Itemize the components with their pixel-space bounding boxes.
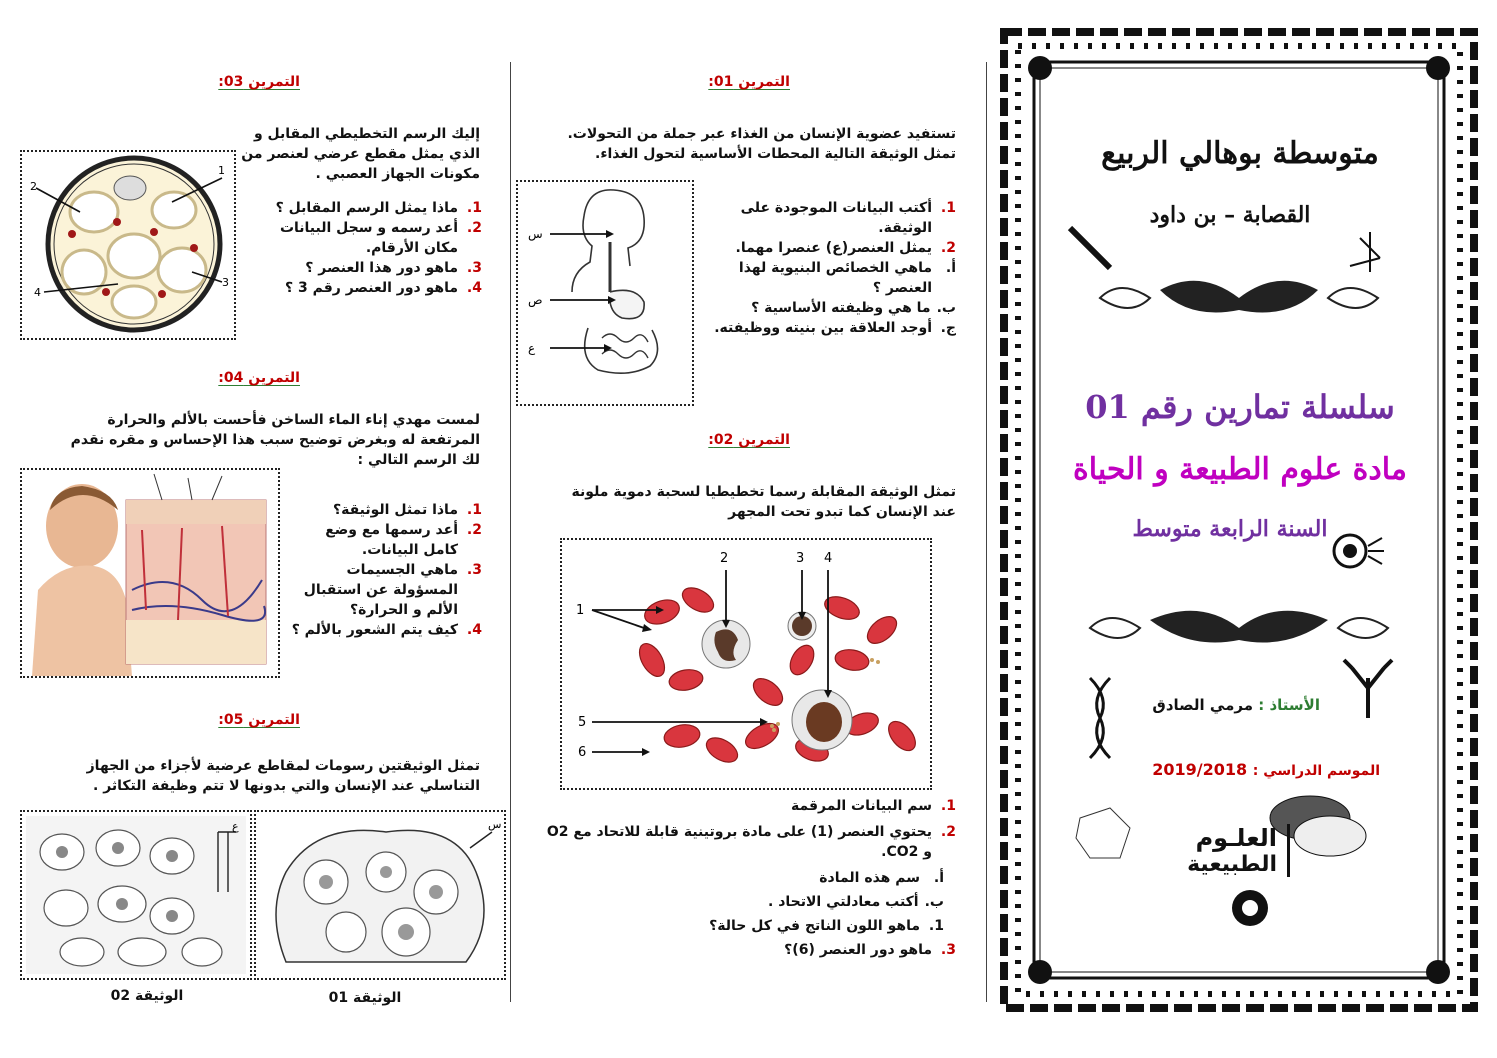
exercise-02-intro: تمثل الوثيقة المقابلة رسما تخطيطيا لسحبة دموية ملونة عند الإنسان كما تبدو تحت المجهر xyxy=(571,484,956,520)
exercise-02-sub-b: ب. أكتب معادلتي الاتحاد . xyxy=(768,894,944,910)
nerve-cross-section-figure xyxy=(20,150,236,340)
exercise-01-sub-b: ب. ما هي وظيفته الأساسية ؟ xyxy=(751,300,956,316)
exercise-03-q1: 1. ماذا يمثل الرسم المقابل ؟ xyxy=(275,200,482,216)
logo-line-1: العلـوم xyxy=(1195,824,1277,852)
exercise-03-q4: 4. ماهو دور العنصر رقم 3 ؟ xyxy=(285,280,482,296)
exercise-01-questions xyxy=(700,198,956,338)
school-location: القصابة – بن داود xyxy=(1149,202,1311,228)
teacher-label: الأستاذ : xyxy=(1258,696,1320,714)
document-01-figure xyxy=(254,810,506,980)
fig1-label-sin: س xyxy=(528,227,543,241)
cover-panel xyxy=(1000,28,1478,1012)
exercise-02-q3: 3. ماهو دور العنصر (6)؟ xyxy=(784,942,956,958)
subject-title: مادة علوم الطبيعة و الحياة xyxy=(1073,452,1407,487)
skin-section-figure xyxy=(20,468,280,678)
exercise-04-q3: 3. ماهي الجسيمات المسؤولة عن استقبال الألم و الحرارة؟ xyxy=(303,562,482,618)
season-label: الموسم الدراسي : xyxy=(1252,763,1380,779)
natural-sciences-logo xyxy=(1150,824,1290,877)
cell-icon xyxy=(1330,526,1390,576)
exercise-02-sub-a: أ. سم هذه المادة xyxy=(819,870,944,886)
fig5-label-sin: س xyxy=(488,818,502,831)
series-title: سلسلة تمارين رقم 01 xyxy=(1085,388,1395,426)
fig2-label-5: 5 xyxy=(578,715,587,730)
document-02-figure xyxy=(20,810,252,980)
exercise-03-intro: إليك الرسم التخطيطي المقابل و الذي يمثل مقطع عرضي لعنصر من مكونات الجهاز العصبي . xyxy=(241,126,480,182)
exercise-04-questions xyxy=(286,500,482,640)
fig5-label-ain: ع xyxy=(232,820,239,833)
exercise-04-intro: لمست مهدي إناء الماء الساخن فأحست بالألم والحرارة المرتفعة له وبغرض توضيح سبب هذا الإحساس و مقره نقدم لك الرسم التالي : xyxy=(70,412,480,468)
exercise-01-intro: تستفيد عضوية الإنسان من الغذاء عبر جملة من التحولات. تمثل الوثيقة التالية المحطات الأساسية لتحول الغذاء. xyxy=(567,126,956,162)
exercise-03-questions xyxy=(246,198,482,298)
exercise-01-sub-c: ج. أوجد العلاقة بين بنيته ووظيفته. xyxy=(714,320,956,336)
exercise-01-q2: 2. يمثل العنصر(ع) عنصرا مهما. xyxy=(735,240,956,256)
teacher-name: مرمي الصادق xyxy=(1152,696,1254,714)
exercise-01-sub-a: أ. ماهي الخصائص البنيوية لهذا العنصر ؟ xyxy=(738,260,956,296)
level-title: السنة الرابعة متوسط xyxy=(1132,516,1328,542)
column-divider-left xyxy=(510,62,511,1002)
school-name: متوسطة بوهالي الربيع xyxy=(1101,136,1379,171)
exercise-04-q2: 2. أعد رسمها مع وضع كامل البيانات. xyxy=(325,522,482,558)
exercise-01-title: التمرين 01: xyxy=(708,74,790,90)
fig2-label-1: 1 xyxy=(576,603,585,618)
exercise-02-q2: 2. يحتوي العنصر (1) على مادة بروتينية قابلة للاتحاد مع O2 و CO2. xyxy=(546,824,956,860)
logo-line-2: الطبيعية xyxy=(1187,852,1277,877)
fig2-label-2: 2 xyxy=(720,551,729,566)
exercise-04-title: التمرين 04: xyxy=(218,370,300,386)
document-01-caption: الوثيقة 01 xyxy=(328,990,402,1006)
digestive-system-figure xyxy=(516,180,694,406)
season-line xyxy=(1120,760,1380,779)
teacher-line xyxy=(1120,696,1320,714)
exercise-03-q3: 3. ماهو دور هذا العنصر ؟ xyxy=(305,260,482,276)
exercise-03-title: التمرين 03: xyxy=(218,74,300,90)
fig3-label-2: 2 xyxy=(30,180,37,193)
exercise-01-q1: 1. أكتب البيانات الموجودة على الوثيقة. xyxy=(740,200,956,236)
exercise-02-q1: 1. سم البيانات المرقمة xyxy=(790,798,956,814)
fig2-label-3: 3 xyxy=(796,551,805,566)
exercise-02-questions xyxy=(546,796,956,960)
fig3-label-1: 1 xyxy=(218,164,225,177)
exercise-04-q1: 1. ماذا تمثل الوثيقة؟ xyxy=(332,502,482,518)
fig3-label-4: 4 xyxy=(34,286,41,299)
fig1-label-sad: ص xyxy=(528,293,543,307)
season-value: 2019/2018 xyxy=(1152,760,1248,779)
column-divider-right xyxy=(986,62,987,1002)
exercise-02-title: التمرين 02: xyxy=(708,432,790,448)
blood-smear-figure xyxy=(560,538,932,790)
exercise-05-title: التمرين 05: xyxy=(218,712,300,728)
exercise-03-q2: 2. أعد رسمه و سجل البيانات مكان الأرقام. xyxy=(279,220,482,256)
exercise-02-sub-c: 1. ماهو اللون الناتج في كل حالة؟ xyxy=(709,918,944,934)
fig3-label-3: 3 xyxy=(222,276,229,289)
document-02-caption: الوثيقة 02 xyxy=(110,988,184,1004)
exercise-05-intro: تمثل الوثيقتين رسومات لمقاطع عرضية لأجزاء من الجهاز التناسلي عند الإنسان والتي بدونها لا تتم وظيفة التكاثر . xyxy=(86,758,480,794)
fig1-label-ain: ع xyxy=(528,341,536,355)
fig2-label-6: 6 xyxy=(578,745,587,760)
fig2-label-4: 4 xyxy=(824,551,833,566)
exercise-04-q4: 4. كيف يتم الشعور بالألم ؟ xyxy=(291,622,482,638)
